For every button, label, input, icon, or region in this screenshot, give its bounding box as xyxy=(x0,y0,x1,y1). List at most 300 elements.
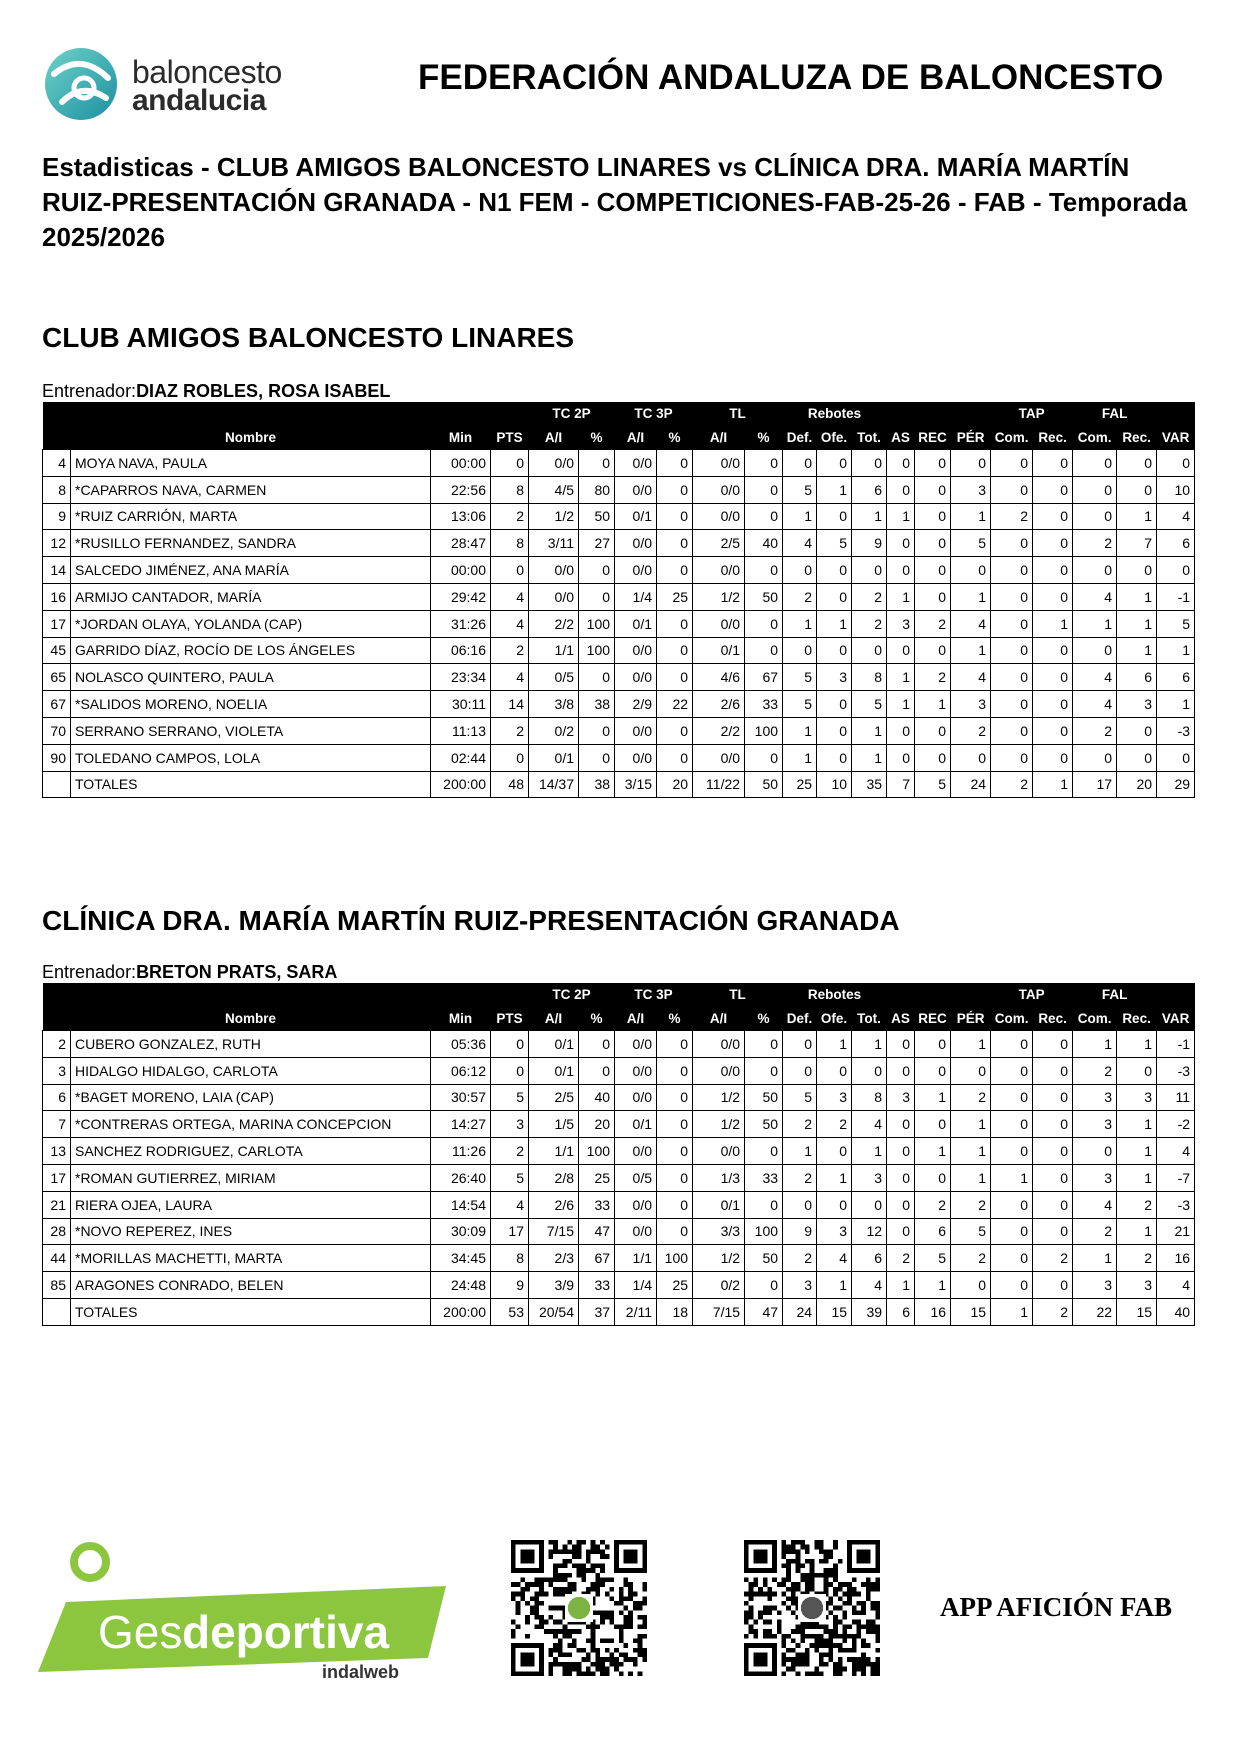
qr-module xyxy=(516,1610,521,1615)
qr-module xyxy=(605,1545,610,1550)
reb-off-cell: 0 xyxy=(817,1057,852,1084)
tc3p-made-att-cell: 1/4 xyxy=(615,583,657,610)
blocks-made-cell: 0 xyxy=(991,1218,1033,1245)
qr-module xyxy=(857,1662,862,1667)
qr-module xyxy=(624,1615,629,1620)
qr-finder-square xyxy=(857,1549,871,1563)
qr-module xyxy=(847,1634,852,1639)
qr-module xyxy=(857,1634,862,1639)
qr-module xyxy=(539,1592,544,1597)
reb-total-cell: 8 xyxy=(852,664,887,691)
reb-off-cell: 10 xyxy=(817,771,852,798)
qr-module xyxy=(861,1667,866,1672)
turnovers-cell: 2 xyxy=(951,1245,991,1272)
qr-module xyxy=(786,1587,791,1592)
qr-module xyxy=(838,1662,843,1667)
qr-module xyxy=(624,1653,629,1658)
reb-total-cell: 0 xyxy=(852,450,887,477)
totals-row xyxy=(43,771,1195,798)
qr-module xyxy=(814,1643,819,1648)
qr-module xyxy=(591,1549,596,1554)
qr-module xyxy=(852,1634,857,1639)
qr-module xyxy=(758,1587,763,1592)
qr-module xyxy=(511,1596,516,1601)
reb-def-cell: 0 xyxy=(783,1057,817,1084)
tl-made-att-cell: 0/0 xyxy=(693,744,745,771)
turnovers-cell: 5 xyxy=(951,1218,991,1245)
qr-module xyxy=(842,1601,847,1606)
qr-module xyxy=(805,1662,810,1667)
tc3p-pct-cell: 0 xyxy=(657,1138,693,1165)
assists-cell: 0 xyxy=(887,1138,915,1165)
turnovers-cell: 0 xyxy=(951,1057,991,1084)
qr-module xyxy=(577,1629,582,1634)
valuation-cell: 1 xyxy=(1157,691,1195,718)
qr-module xyxy=(786,1657,791,1662)
reb-off-cell: 2 xyxy=(817,1111,852,1138)
qr-module xyxy=(782,1671,787,1676)
qr-module xyxy=(838,1667,843,1672)
qr-module xyxy=(786,1545,791,1550)
dorsal-cell: 8 xyxy=(43,476,71,503)
tc2p-pct-cell: 0 xyxy=(579,557,615,584)
qr-module xyxy=(549,1606,554,1611)
qr-module xyxy=(577,1671,582,1676)
assists-cell: 3 xyxy=(887,610,915,637)
qr-module xyxy=(763,1578,768,1583)
indalweb-text: indalweb xyxy=(322,1662,400,1680)
qr-module xyxy=(553,1629,558,1634)
coach-home xyxy=(42,381,390,402)
player-name-cell: RIERA OJEA, LAURA xyxy=(71,1191,431,1218)
points-cell: 0 xyxy=(491,450,529,477)
qr-module xyxy=(553,1634,558,1639)
qr-module xyxy=(609,1615,614,1620)
reb-total-cell: 2 xyxy=(852,610,887,637)
tl-pct-cell: 50 xyxy=(745,771,783,798)
qr-module xyxy=(866,1657,871,1662)
qr-module xyxy=(744,1592,749,1597)
qr-module xyxy=(875,1671,880,1676)
qr-module xyxy=(796,1563,801,1568)
qr-code-android[interactable] xyxy=(511,1540,647,1676)
group-rebotes: Rebotes xyxy=(783,402,887,425)
reb-off-cell: 0 xyxy=(817,1138,852,1165)
qr-module xyxy=(638,1634,643,1639)
qr-module xyxy=(866,1596,871,1601)
fouls-received-cell: 20 xyxy=(1117,771,1157,798)
team-name-home: CLUB AMIGOS BALONCESTO LINARES xyxy=(42,322,575,353)
valuation-cell: 1 xyxy=(1157,637,1195,664)
qr-module xyxy=(581,1540,586,1545)
tc3p-pct-cell: 0 xyxy=(657,1084,693,1111)
reb-total-cell: 8 xyxy=(852,1084,887,1111)
qr-module xyxy=(605,1578,610,1583)
qr-module xyxy=(763,1620,768,1625)
minutes-cell: 06:12 xyxy=(431,1057,491,1084)
qr-module xyxy=(767,1634,772,1639)
column-header-tc2p-made-att: A/I xyxy=(529,1006,579,1031)
steals-cell: 6 xyxy=(915,1218,951,1245)
qr-module xyxy=(563,1573,568,1578)
qr-module xyxy=(828,1601,833,1606)
qr-module xyxy=(824,1638,829,1643)
fouls-received-cell: 7 xyxy=(1117,530,1157,557)
player-row xyxy=(43,717,1195,744)
qr-module xyxy=(586,1554,591,1559)
qr-module xyxy=(791,1629,796,1634)
qr-module xyxy=(791,1545,796,1550)
qr-module xyxy=(638,1648,643,1653)
reb-total-cell: 2 xyxy=(852,583,887,610)
tc2p-made-att-cell: 0/1 xyxy=(529,1057,579,1084)
qr-module xyxy=(586,1549,591,1554)
group-tl: TL xyxy=(693,983,783,1006)
reb-total-cell: 0 xyxy=(852,1057,887,1084)
tl-made-att-cell: 0/0 xyxy=(693,1138,745,1165)
qr-module xyxy=(828,1582,833,1587)
tc2p-made-att-cell: 0/0 xyxy=(529,583,579,610)
tc2p-pct-cell: 0 xyxy=(579,1031,615,1058)
valuation-cell: -1 xyxy=(1157,1031,1195,1058)
qr-module xyxy=(805,1671,810,1676)
reb-off-cell: 3 xyxy=(817,1084,852,1111)
reb-def-cell: 5 xyxy=(783,691,817,718)
dorsal-cell: 70 xyxy=(43,717,71,744)
qr-module xyxy=(833,1667,838,1672)
qr-module xyxy=(782,1601,787,1606)
tl-made-att-cell: 0/1 xyxy=(693,637,745,664)
qr-module xyxy=(786,1606,791,1611)
blocks-made-cell: 0 xyxy=(991,1272,1033,1299)
qr-module xyxy=(553,1549,558,1554)
qr-module xyxy=(642,1620,647,1625)
qr-module xyxy=(539,1582,544,1587)
qr-module xyxy=(605,1615,610,1620)
qr-module xyxy=(744,1634,749,1639)
qr-module xyxy=(847,1657,852,1662)
qr-module xyxy=(567,1559,572,1564)
reb-def-cell: 0 xyxy=(783,1031,817,1058)
fouls-committed-cell: 0 xyxy=(1073,503,1117,530)
valuation-cell: 11 xyxy=(1157,1084,1195,1111)
qr-module xyxy=(800,1540,805,1545)
qr-module xyxy=(753,1578,758,1583)
qr-module xyxy=(833,1620,838,1625)
qr-module xyxy=(595,1582,600,1587)
qr-module xyxy=(791,1662,796,1667)
tl-pct-cell: 100 xyxy=(745,1218,783,1245)
totals-row xyxy=(43,1298,1195,1325)
dorsal-cell: 17 xyxy=(43,610,71,637)
column-group-header-row xyxy=(43,402,1195,425)
qr-module xyxy=(642,1582,647,1587)
qr-module xyxy=(852,1657,857,1662)
stats-table-away xyxy=(42,983,1195,1326)
qr-module xyxy=(525,1620,530,1625)
qr-module xyxy=(619,1592,624,1597)
qr-module xyxy=(782,1638,787,1643)
gesdeportiva-ges-text: Ges xyxy=(98,1606,183,1658)
reb-def-cell: 0 xyxy=(783,637,817,664)
tc3p-pct-cell: 0 xyxy=(657,503,693,530)
qr-module xyxy=(549,1578,554,1583)
column-header-fouls-committed: Com. xyxy=(1073,425,1117,450)
qr-module xyxy=(591,1643,596,1648)
tc2p-pct-cell: 33 xyxy=(579,1272,615,1299)
qr-module xyxy=(838,1634,843,1639)
fouls-received-cell: 2 xyxy=(1117,1245,1157,1272)
player-name-cell: GARRIDO DÍAZ, ROCÍO DE LOS ÁNGELES xyxy=(71,637,431,664)
tc3p-pct-cell: 0 xyxy=(657,1218,693,1245)
qr-module xyxy=(772,1606,777,1611)
tl-made-att-cell: 1/2 xyxy=(693,1245,745,1272)
steals-cell: 1 xyxy=(915,1272,951,1299)
turnovers-cell: 2 xyxy=(951,1191,991,1218)
qr-module xyxy=(842,1634,847,1639)
qr-module xyxy=(875,1629,880,1634)
qr-module xyxy=(567,1671,572,1676)
qr-module xyxy=(558,1620,563,1625)
column-header-row xyxy=(43,425,1195,450)
qr-module xyxy=(791,1610,796,1615)
tc3p-made-att-cell: 0/0 xyxy=(615,450,657,477)
reb-off-cell: 0 xyxy=(817,717,852,744)
qr-module xyxy=(534,1582,539,1587)
group-tap: TAP xyxy=(991,402,1073,425)
qr-module xyxy=(814,1667,819,1672)
tl-made-att-cell: 1/2 xyxy=(693,583,745,610)
qr-module xyxy=(563,1662,568,1667)
steals-cell: 0 xyxy=(915,1111,951,1138)
tc2p-made-att-cell: 1/1 xyxy=(529,1138,579,1165)
tc2p-made-att-cell: 2/2 xyxy=(529,610,579,637)
column-header-blocks-made: Com. xyxy=(991,1006,1033,1031)
qr-module xyxy=(567,1549,572,1554)
turnovers-cell: 1 xyxy=(951,1138,991,1165)
qr-module xyxy=(595,1563,600,1568)
qr-module xyxy=(586,1587,591,1592)
qr-module xyxy=(791,1601,796,1606)
qr-module xyxy=(819,1573,824,1578)
fouls-committed-cell: 1 xyxy=(1073,1031,1117,1058)
qr-module xyxy=(791,1667,796,1672)
player-row xyxy=(43,637,1195,664)
reb-def-cell: 24 xyxy=(783,1298,817,1325)
tl-pct-cell: 33 xyxy=(745,691,783,718)
tc2p-pct-cell: 0 xyxy=(579,744,615,771)
qr-module xyxy=(796,1653,801,1658)
tl-pct-cell: 67 xyxy=(745,664,783,691)
qr-center-icon xyxy=(568,1597,591,1620)
tl-made-att-cell: 0/0 xyxy=(693,1057,745,1084)
qr-module xyxy=(609,1662,614,1667)
qr-module xyxy=(852,1671,857,1676)
qr-module xyxy=(786,1578,791,1583)
qr-module xyxy=(772,1634,777,1639)
tc2p-made-att-cell: 0/2 xyxy=(529,717,579,744)
dorsal-cell: 9 xyxy=(43,503,71,530)
qr-module xyxy=(609,1578,614,1583)
tl-made-att-cell: 0/0 xyxy=(693,557,745,584)
player-row xyxy=(43,476,1195,503)
stats-table-home xyxy=(42,402,1195,798)
tc3p-made-att-cell: 0/0 xyxy=(615,1191,657,1218)
qr-module xyxy=(871,1606,876,1611)
tc3p-pct-cell: 0 xyxy=(657,1191,693,1218)
qr-finder-square xyxy=(520,1653,534,1667)
reb-def-cell: 3 xyxy=(783,1272,817,1299)
player-row xyxy=(43,691,1195,718)
qr-module xyxy=(861,1643,866,1648)
qr-module xyxy=(744,1620,749,1625)
player-row xyxy=(43,1031,1195,1058)
dorsal-cell: 14 xyxy=(43,557,71,584)
qr-module xyxy=(586,1657,591,1662)
qr-module xyxy=(814,1648,819,1653)
tc2p-pct-cell: 100 xyxy=(579,637,615,664)
qr-module xyxy=(638,1601,643,1606)
assists-cell: 0 xyxy=(887,717,915,744)
tc3p-pct-cell: 0 xyxy=(657,664,693,691)
fouls-received-cell: 0 xyxy=(1117,744,1157,771)
qr-module xyxy=(828,1596,833,1601)
qr-module xyxy=(567,1653,572,1658)
qr-module xyxy=(572,1629,577,1634)
qr-module xyxy=(861,1601,866,1606)
qr-module xyxy=(810,1671,815,1676)
qr-module xyxy=(782,1545,787,1550)
qr-module xyxy=(591,1545,596,1550)
qr-module xyxy=(767,1629,772,1634)
reb-def-cell: 1 xyxy=(783,610,817,637)
qr-module xyxy=(842,1582,847,1587)
points-cell: 4 xyxy=(491,610,529,637)
tc2p-pct-cell: 0 xyxy=(579,717,615,744)
points-cell: 8 xyxy=(491,1245,529,1272)
column-header-reb-def: Def. xyxy=(783,1006,817,1031)
qr-module xyxy=(763,1592,768,1597)
qr-module xyxy=(577,1554,582,1559)
qr-module xyxy=(828,1629,833,1634)
qr-module xyxy=(833,1592,838,1597)
turnovers-cell: 0 xyxy=(951,450,991,477)
qr-module xyxy=(838,1606,843,1611)
qr-module xyxy=(638,1606,643,1611)
tc3p-made-att-cell: 0/0 xyxy=(615,664,657,691)
dorsal-cell: 2 xyxy=(43,1031,71,1058)
qr-finder-square xyxy=(520,1549,534,1563)
valuation-cell: 6 xyxy=(1157,530,1195,557)
qr-module xyxy=(786,1596,791,1601)
column-header-tl-made-att: A/I xyxy=(693,1006,745,1031)
player-name-cell: *SALIDOS MORENO, NOELIA xyxy=(71,691,431,718)
valuation-cell: 4 xyxy=(1157,1272,1195,1299)
qr-module xyxy=(577,1662,582,1667)
qr-module xyxy=(553,1620,558,1625)
qr-finder-square xyxy=(753,1653,767,1667)
qr-module xyxy=(563,1629,568,1634)
qr-module xyxy=(553,1587,558,1592)
turnovers-cell: 15 xyxy=(951,1298,991,1325)
qr-module xyxy=(595,1610,600,1615)
team-name-away: CLÍNICA DRA. MARÍA MARTÍN RUIZ-PRESENTACIÓN GRANADA xyxy=(42,905,900,936)
qr-module xyxy=(549,1540,554,1545)
blocks-received-cell: 0 xyxy=(1033,1031,1073,1058)
minutes-cell: 11:13 xyxy=(431,717,491,744)
qr-module xyxy=(567,1540,572,1545)
qr-module xyxy=(549,1554,554,1559)
minutes-cell: 29:42 xyxy=(431,583,491,610)
qr-module xyxy=(866,1587,871,1592)
tc3p-pct-cell: 100 xyxy=(657,1245,693,1272)
coach-label: Entrenador: xyxy=(42,381,137,401)
qr-module xyxy=(833,1624,838,1629)
group-header-empty xyxy=(1157,402,1195,425)
minutes-cell: 00:00 xyxy=(431,557,491,584)
qr-module xyxy=(786,1573,791,1578)
qr-module xyxy=(810,1578,815,1583)
player-name-cell: SERRANO SERRANO, VIOLETA xyxy=(71,717,431,744)
qr-module xyxy=(577,1667,582,1672)
qr-module xyxy=(786,1667,791,1672)
tl-pct-cell: 33 xyxy=(745,1164,783,1191)
blocks-made-cell: 0 xyxy=(991,450,1033,477)
qr-module xyxy=(857,1601,862,1606)
turnovers-cell: 2 xyxy=(951,717,991,744)
qr-module xyxy=(852,1620,857,1625)
qr-module xyxy=(805,1582,810,1587)
qr-module xyxy=(563,1624,568,1629)
qr-module xyxy=(772,1578,777,1583)
reb-def-cell: 1 xyxy=(783,744,817,771)
blocks-received-cell: 1 xyxy=(1033,771,1073,798)
qr-code-ios[interactable] xyxy=(744,1540,880,1676)
steals-cell: 0 xyxy=(915,744,951,771)
qr-module xyxy=(642,1634,647,1639)
qr-module xyxy=(563,1578,568,1583)
qr-finder-square xyxy=(624,1549,638,1563)
qr-module xyxy=(838,1671,843,1676)
qr-module xyxy=(605,1554,610,1559)
reb-total-cell: 35 xyxy=(852,771,887,798)
player-name-cell: ARMIJO CANTADOR, MARÍA xyxy=(71,583,431,610)
qr-module xyxy=(875,1610,880,1615)
blocks-made-cell: 0 xyxy=(991,1111,1033,1138)
dorsal-cell: 67 xyxy=(43,691,71,718)
qr-module xyxy=(633,1592,638,1597)
points-cell: 2 xyxy=(491,1138,529,1165)
column-header-steals: REC xyxy=(915,425,951,450)
valuation-cell: 16 xyxy=(1157,1245,1195,1272)
points-cell: 5 xyxy=(491,1084,529,1111)
tl-made-att-cell: 4/6 xyxy=(693,664,745,691)
column-header-tc3p-made-att: A/I xyxy=(615,425,657,450)
tl-made-att-cell: 1/2 xyxy=(693,1084,745,1111)
tl-made-att-cell: 3/3 xyxy=(693,1218,745,1245)
valuation-cell: 4 xyxy=(1157,503,1195,530)
dorsal-cell: 7 xyxy=(43,1111,71,1138)
turnovers-cell: 0 xyxy=(951,557,991,584)
logo-text-baloncesto: baloncesto xyxy=(132,54,282,90)
blocks-made-cell: 0 xyxy=(991,664,1033,691)
tc2p-made-att-cell: 0/0 xyxy=(529,450,579,477)
gesdeportiva-deportiva-text: deportiva xyxy=(182,1606,390,1658)
qr-module xyxy=(624,1620,629,1625)
qr-module xyxy=(638,1624,643,1629)
tc3p-pct-cell: 20 xyxy=(657,771,693,798)
qr-module xyxy=(539,1578,544,1583)
